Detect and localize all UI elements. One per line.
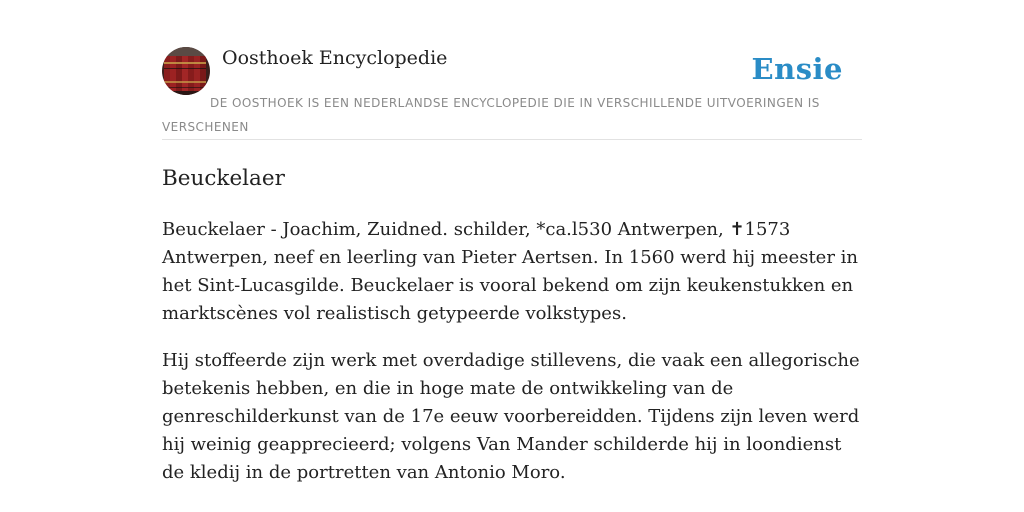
brand-logo-link[interactable]: Ensie — [751, 52, 843, 86]
entry-body — [162, 216, 862, 506]
entry-paragraph: Hij stoffeerde zijn werk met overdadige stillevens, die vaak een allegorische betekenis hebben, en die in hoge mate de ontwikkeling van de genreschilderkunst van de 17e eeuw voorbereidden. Tijdens zijn leven werd hij weinig geapprecieerd; volgens Van Mander schilderde hij in loondienst de kledij in de portretten van Antonio Moro. — [162, 350, 860, 483]
header-divider — [162, 139, 862, 140]
site-tagline: DE OOSTHOEK IS EEN NEDERLANDSE ENCYCLOPEDIE DIE IN VERSCHILLENDE UITVOERINGEN IS VERSCHENEN — [162, 96, 820, 134]
entry-title: Beuckelaer — [162, 166, 285, 191]
encyclopedia-books-icon — [162, 47, 210, 95]
entry-paragraph: Beuckelaer - Joachim, Zuidned. schilder, *ca.l530 Antwerpen, ✝1573 Antwerpen, neef en leerling van Pieter Aertsen. In 1560 werd hij meester in het Sint-Lucasgilde. Beuckelaer is vooral bekend om zijn keukenstukken en marktscènes vol realistisch getypeerde volkstypes. — [162, 219, 859, 324]
site-title[interactable]: Oosthoek Encyclopedie — [222, 47, 448, 69]
